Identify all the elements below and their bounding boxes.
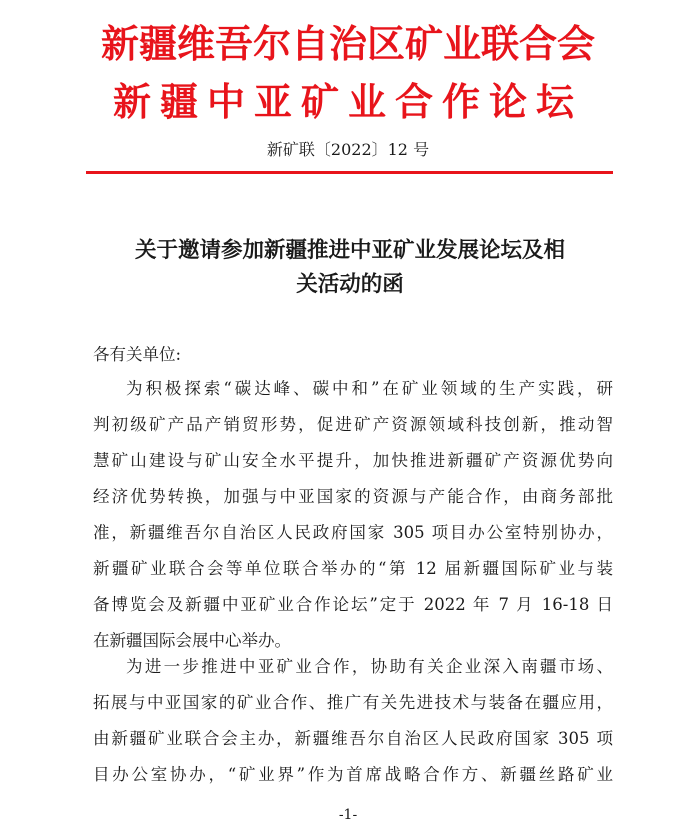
body-line: 判初级矿产品产销贸形势，促进矿产资源领域科技创新，推动智 xyxy=(93,415,613,434)
body-line: 由新疆矿业联合会主办，新疆维吾尔自治区人民政府国家 305 项 xyxy=(93,729,613,748)
body-line: 目办公室协办，“矿业界”作为首席战略合作方、新疆丝路矿业 xyxy=(93,765,613,784)
document-number: 新矿联〔2022〕12 号 xyxy=(266,140,430,159)
org-header-line1: 新疆维吾尔自治区矿业联合会 xyxy=(100,21,595,66)
body-line: 准，新疆维吾尔自治区人民政府国家 305 项目办公室特别协办， xyxy=(93,523,613,542)
document-title-line2: 关活动的函 xyxy=(296,272,404,297)
org-header-line2: 新疆中亚矿业合作论坛 xyxy=(112,79,583,124)
body-line: 为进一步推进中亚矿业合作，协助有关企业深入南疆市场、 xyxy=(126,657,613,676)
body-line: 拓展与中亚国家的矿业合作、推广有关先进技术与装备在疆应用， xyxy=(93,693,613,712)
page-number: -1- xyxy=(338,807,358,823)
body-line: 慧矿山建设与矿山安全水平提升，加快推进新疆矿产资源优势向 xyxy=(93,451,613,470)
salutation: 各有关单位: xyxy=(93,345,182,364)
body-line: 在新疆国际会展中心举办。 xyxy=(93,631,291,650)
body-line: 备博览会及新疆中亚矿业合作论坛”定于 2022 年 7 月 16-18 日 xyxy=(93,595,613,614)
red-divider-rule xyxy=(86,171,613,174)
body-line: 新疆矿业联合会等单位联合举办的“第 12 届新疆国际矿业与装 xyxy=(93,559,613,578)
body-line: 为积极探索“碳达峰、碳中和”在矿业领域的生产实践，研 xyxy=(126,379,613,398)
body-line: 经济优势转换，加强与中亚国家的资源与产能合作，由商务部批 xyxy=(93,487,613,506)
document-title-line1: 关于邀请参加新疆推进中亚矿业发展论坛及相 xyxy=(134,238,565,263)
